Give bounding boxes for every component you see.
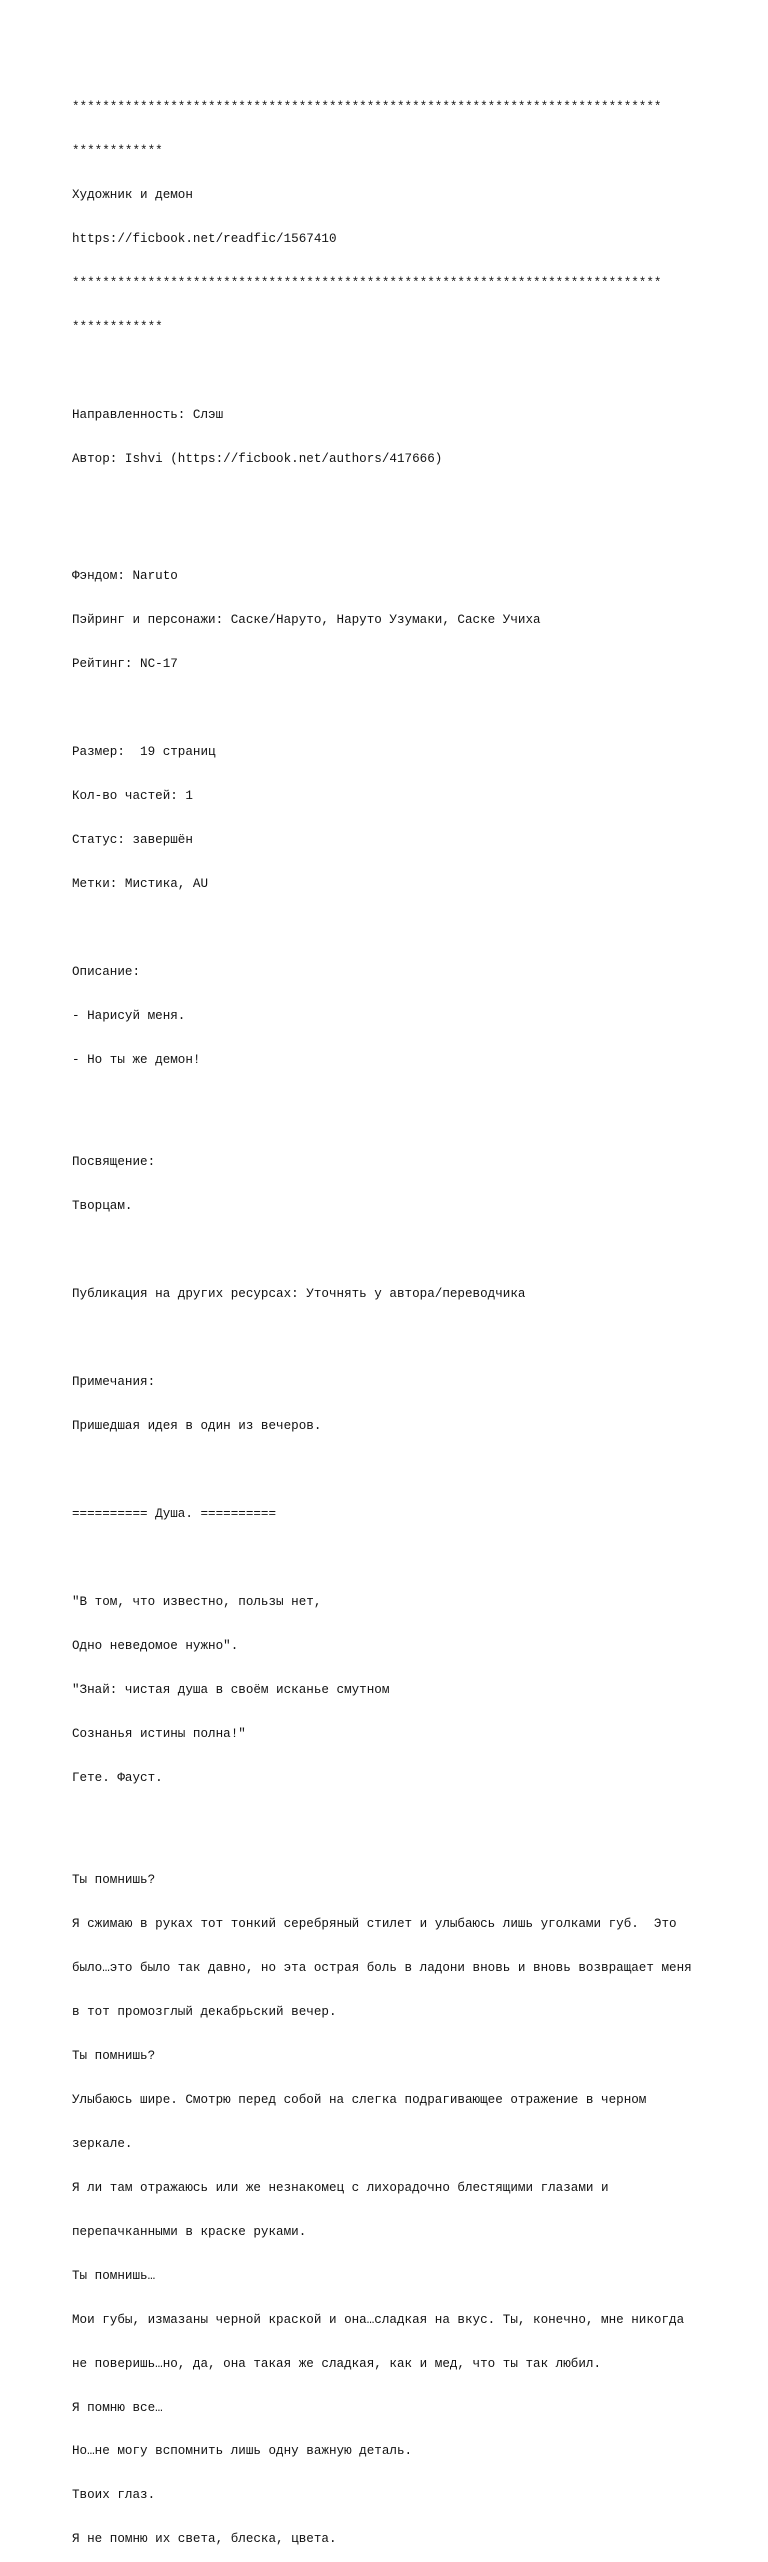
epigraph-line: "В том, что известно, пользы нет,	[72, 1594, 322, 1609]
separator-stars-continued: ************	[72, 320, 163, 335]
description-line: - Но ты же демон!	[72, 1052, 201, 1067]
body-line: Я помню все…	[72, 2400, 163, 2415]
epigraph-line: "Знай: чистая душа в своём исканье смутном	[72, 1682, 390, 1697]
status-field: Статус: завершён	[72, 832, 193, 847]
body-line: Я ли там отражаюсь или же незнакомец с лихорадочно блестящими глазами и	[72, 2180, 609, 2195]
body-line: зеркале.	[72, 2136, 133, 2151]
work-url: https://ficbook.net/readfic/1567410	[72, 232, 337, 247]
author-field: Автор: Ishvi (https://ficbook.net/authors/417666)	[72, 451, 443, 466]
separator-stars-continued: ************	[72, 144, 163, 159]
chapter-title: ========== Душа. ==========	[72, 1506, 277, 1521]
body-line: Улыбаюсь шире. Смотрю перед собой на слегка подрагивающее отражение в черном	[72, 2092, 647, 2107]
body-line: Ты помнишь…	[72, 2268, 156, 2283]
tags-field: Метки: Мистика, AU	[72, 876, 209, 891]
body-line: Я не помню их света, блеска, цвета.	[72, 2532, 337, 2547]
work-title: Художник и демон	[72, 188, 193, 203]
separator-stars: ******************************************************************************	[72, 276, 662, 291]
epigraph-attribution: Гете. Фауст.	[72, 1770, 163, 1785]
fandom-field: Фэндом: Naruto	[72, 569, 178, 584]
description-line: - Нарисуй меня.	[72, 1008, 186, 1023]
epigraph-line: Сознанья истины полна!"	[72, 1726, 246, 1741]
pairing-field: Пэйринг и персонажи: Саске/Наруто, Наруто Узумаки, Саске Учиха	[72, 613, 541, 628]
direction-field: Направленность: Слэш	[72, 407, 224, 422]
notes-text: Пришедшая идея в один из вечеров.	[72, 1418, 322, 1433]
body-line: Ты помнишь?	[72, 1873, 156, 1888]
epigraph-line: Одно неведомое нужно".	[72, 1638, 239, 1653]
body-line: перепачканными в краске руками.	[72, 2224, 307, 2239]
body-line: в тот промозглый декабрьский вечер.	[72, 2004, 337, 2019]
dedication-label: Посвящение:	[72, 1155, 156, 1170]
publication-field: Публикация на других ресурсах: Уточнять у автора/переводчика	[72, 1287, 526, 1302]
description-label: Описание:	[72, 964, 141, 979]
body-line: Но…не могу вспомнить лишь одну важную деталь.	[72, 2444, 413, 2459]
body-line: не поверишь…но, да, она такая же сладкая, как и мед, что ты так любил.	[72, 2356, 602, 2371]
parts-field: Кол-во частей: 1	[72, 788, 193, 803]
document-page	[72, 71, 732, 2562]
notes-label: Примечания:	[72, 1374, 156, 1389]
size-field: Размер: 19 страниц	[72, 744, 216, 759]
body-line: Ты помнишь?	[72, 2048, 156, 2063]
body-line: Мои губы, измазаны черной краской и она…сладкая на вкус. Ты, конечно, мне никогда	[72, 2312, 685, 2327]
separator-stars: ******************************************************************************	[72, 100, 662, 115]
dedication-text: Творцам.	[72, 1199, 133, 1214]
body-line: Твоих глаз.	[72, 2488, 156, 2503]
body-line: Я сжимаю в руках тот тонкий серебряный стилет и улыбаюсь лишь уголками губ. Это	[72, 1917, 677, 1932]
rating-field: Рейтинг: NC-17	[72, 657, 178, 672]
body-line: было…это было так давно, но эта острая боль в ладони вновь и вновь возвращает меня	[72, 1961, 692, 1975]
